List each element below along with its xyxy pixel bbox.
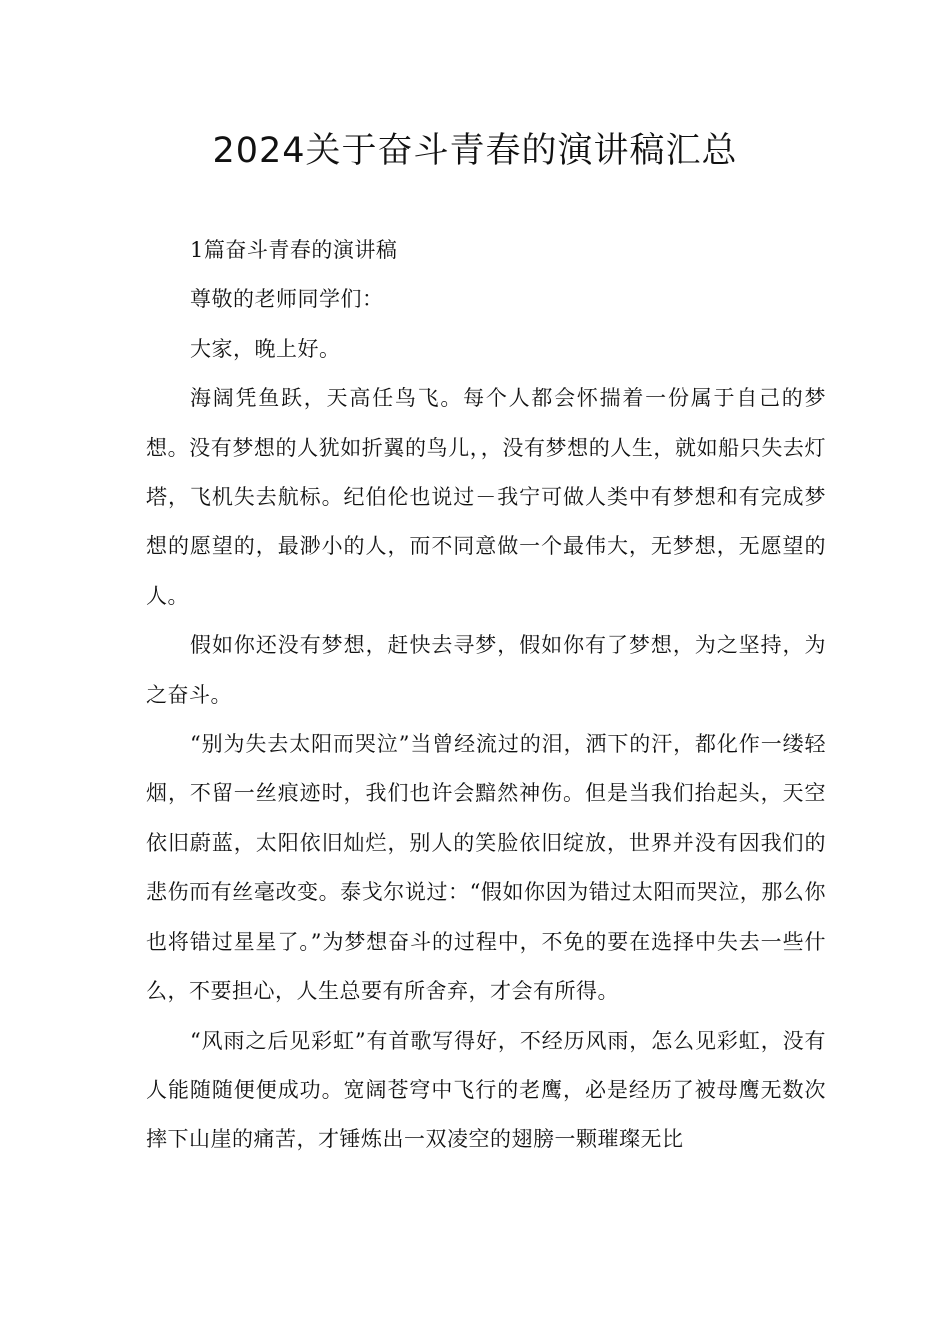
paragraph: “风雨之后见彩虹”有首歌写得好，不经历风雨，怎么见彩虹，没有人能随随便便成功。宽阔苍穹中飞行的老鹰，必是经历了被母鹰无数次摔下山崖的痛苦，才锤炼出一双凌空的翅膀一颗璀璨无比 [146,1028,826,1152]
document-body [146,226,826,1165]
paragraph: 假如你还没有梦想，赶快去寻梦，假如你有了梦想，为之坚持，为之奋斗。 [146,633,826,707]
document-title: 2024关于奋斗青春的演讲稿汇总 [212,131,738,171]
paragraph: 海阔凭鱼跃，天高任鸟飞。每个人都会怀揣着一份属于自己的梦想。没有梦想的人犹如折翼的鸟儿，，没有梦想的人生，就如船只失去灯塔，飞机失去航标。纪伯伦也说过－我宁可做人类中有梦想和有完成梦想的愿望的，最渺小的人，而不同意做一个最伟大，无梦想，无愿望的人。 [146,386,826,608]
paragraph: “别为失去太阳而哭泣”当曾经流过的泪，洒下的汗，都化作一缕轻烟，不留一丝痕迹时，我们也许会黯然神伤。但是当我们抬起头，天空依旧蔚蓝，太阳依旧灿烂，别人的笑脸依旧绽放，世界并没有因我们的悲伤而有丝毫改变。泰戈尔说过：“假如你因为错过太阳而哭泣，那么你也将错过星星了。”为梦想奋斗的过程中，不免的要在选择中失去一些什么，不要担心，人生总要有所舍弃，才会有所得。 [146,732,826,1004]
paragraph: 大家，晚上好。 [190,336,341,361]
paragraph: 1篇奋斗青春的演讲稿 [190,238,398,262]
paragraph: 尊敬的老师同学们： [190,287,384,312]
